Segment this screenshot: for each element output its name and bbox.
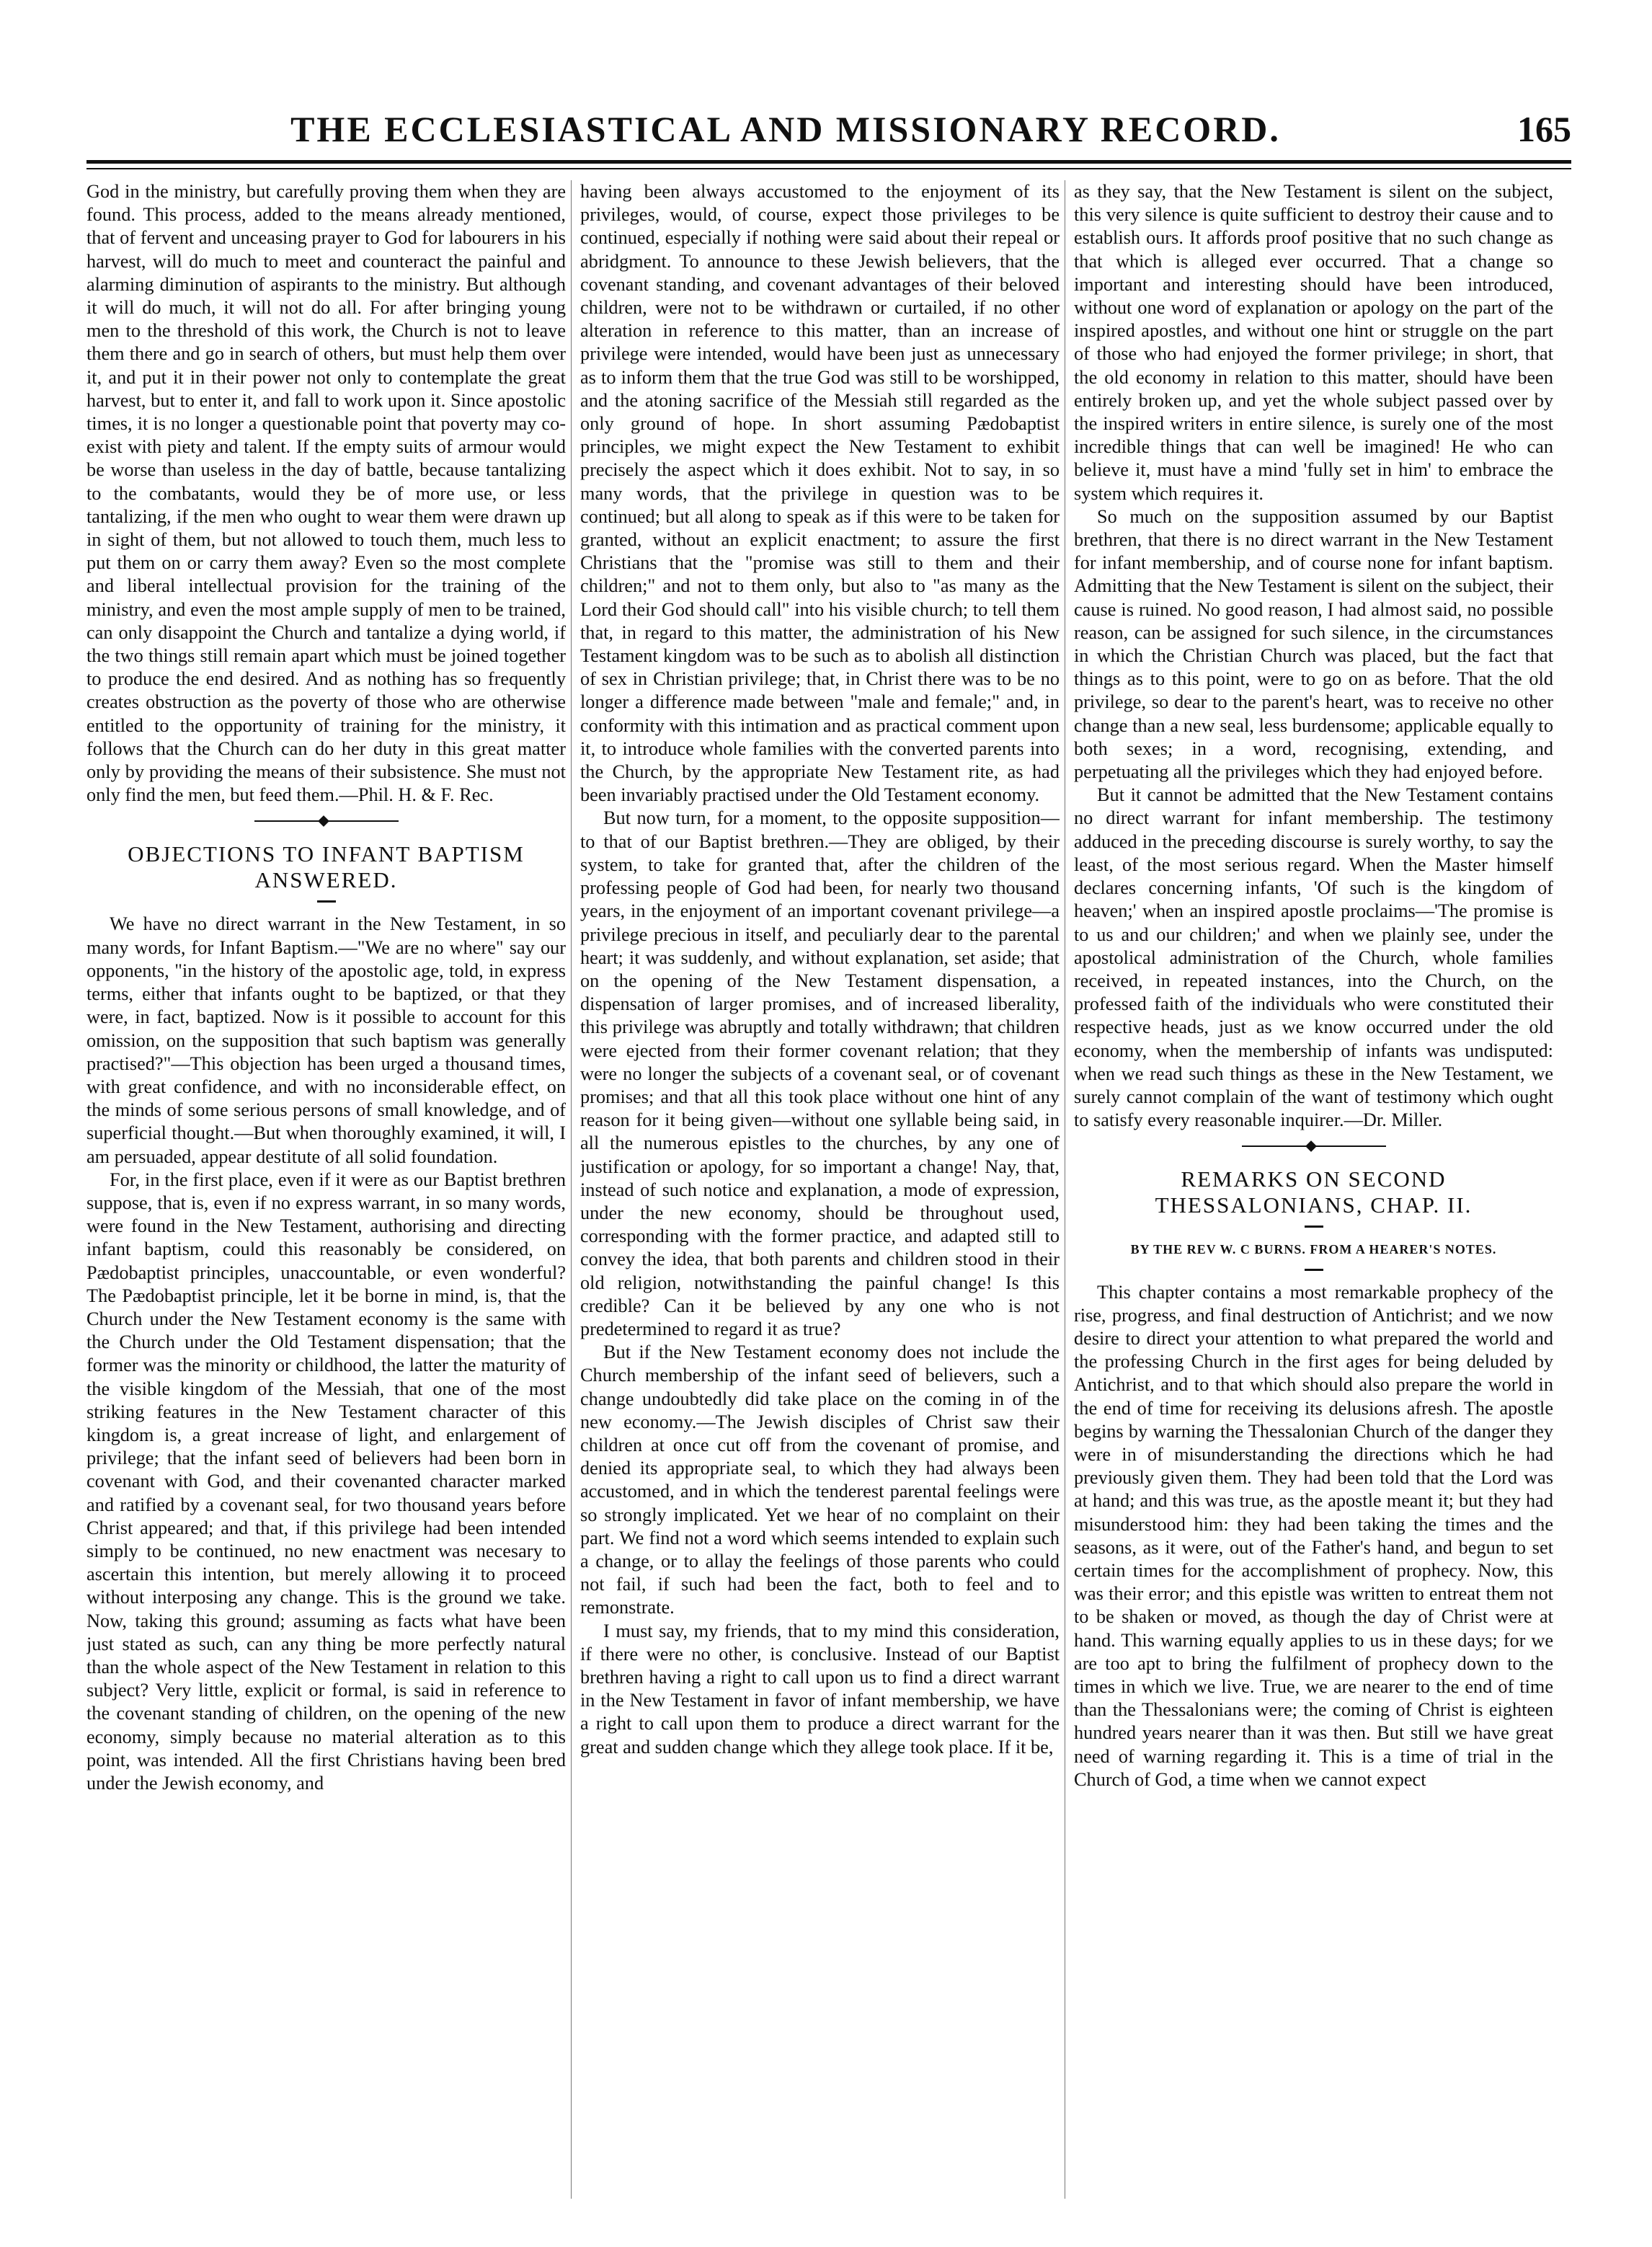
paragraph: We have no direct warrant in the New Testament, in so many words, for Infant Baptism.—"We are no where" say our opponents, "in the history of the apostolic age, told, in express terms, either that infants ought to be baptized, or that they were, in fact, baptized. Now is it possible to account for this omission, on the supposition that such baptism was generally practised?"—This objection has been urged a thousand times, with great confidence, and with no inconsiderable effect, on the minds of some serious persons of small knowledge, and of superficial thought.—But when thoroughly examined, it will, I am persuaded, appear destitute of all solid foundation. (86, 913, 566, 1167)
paragraph: I must say, my friends, that to my mind this consideration, if there were no other, is conclusive. Instead of our Baptist brethren having a right to call upon us to find a direct warrant in the New Testament in favor of infant membership, we have a right to call upon them to produce a direct warrant for the great and sudden change which they allege took place. If it be, (580, 1620, 1060, 1758)
paragraph: God in the ministry, but carefully proving them when they are found. This process, added to the means already mentioned, that of fervent and unceasing prayer to God for labourers in his harvest, will do much to meet and counteract the painful and alarming diminution of aspirants to the ministry. But although it will do much, it will not do all. For after bringing young men to the threshold of this work, the Church is not to leave them there and go in search of others, but must help them over it, and put it in their power not only to contemplate the great harvest, but to enter it, and fall to work upon it. Since apostolic times, it is no longer a questionable point that poverty may co-exist with piety and talent. If the empty suits of armour would be worse than useless in the day of battle, because tantalizing to the combatants, would they be of more use, or less tantalizing, if the men who ought to wear them were drawn up in sight of them, but not allowed to touch them, much less to put them on or carry them away? Even so the most complete and liberal intellectual provision for the training of the ministry, and even the most ample supply of men to be trained, can only disappoint the Church and tantalize a dying world, if the two things still remain apart which must be joined together to produce the end desired. And as nothing has so frequently creates obstruction as the poverty of those who are otherwise entitled to the opportunity of training for the ministry, it follows that the Church can do her duty in this great matter only by providing the means of their subsistence. She must not only find the men, but feed them.—Phil. H. & F. Rec. (86, 181, 566, 806)
column-right (1074, 180, 1553, 2213)
paragraph: But it cannot be admitted that the New Testament contains no direct warrant for infant membership. The testimony adduced in the preceding discourse is surely worthy, to say the least, of the most serious regard. When the Master himself declares concerning infants, 'Of such is the kingdom of heaven;' when an inspired apostle proclaims—'The promise is to us and our children;' and when we plainly see, under the apostolical administration of the Church, whole families received, in repeated instances, into the Church, on the professed faith of the individuals who were constituted their respective heads, just as we know occurred under the old economy, when the membership of infants was undisputed: when we read such things as these in the New Testament, we surely cannot complain of the want of testimony which ought to satisfy every reasonable inquirer.—Dr. Miller. (1074, 784, 1553, 1131)
paragraph: as they say, that the New Testament is silent on the subject, this very silence is quite sufficient to destroy their cause and to establish ours. It affords proof positive that no such change as that which is alleged ever occurred. That a change so important and interesting should have been introduced, without one word of explanation or apology on the part of the inspired apostles, and without one hint or struggle on the part of those who had enjoyed the former privilege; in short, that the old economy in relation to this matter, should have been entirely broken up, and yet the whole subject passed over by the inspired writers in entire silence, is surely one of the most incredible things that can well be imagined! He who can believe it, must have a mind 'fully set in him' to embrace the system which requires it. (1074, 181, 1553, 504)
header-rule-thick (86, 160, 1571, 164)
header-rule-thin (86, 168, 1571, 169)
article-heading: OBJECTIONS TO INFANT BAPTISM ANSWERED. (128, 841, 525, 893)
heading-dash (1305, 1269, 1323, 1271)
article-byline: BY THE REV W. C BURNS. FROM A HEARER'S NOTES. (1130, 1242, 1497, 1257)
column-left (86, 180, 566, 2213)
section-ornament (1242, 1140, 1386, 1152)
paragraph: But if the New Testament economy does not include the Church membership of the infant seed of believers, such a change undoubtedly did take place on the coming in of the new economy.—The Jewish disciples of Christ saw their children at once cut off from the covenant of promise, and denied its appropriate seal, to which they had always been accustomed, and in which the tenderest parental feelings were so strongly implicated. Yet we hear of no complaint on their part. We find not a word which seems intended to explain such a change, or to allay the feelings of those parents who could not fail, if such had been the fact, both to feel and to remonstrate. (580, 1342, 1060, 1618)
paragraph: This chapter contains a most remarkable prophecy of the rise, progress, and final destruction of Antichrist; and we now desire to direct your attention to what prepared the world and the professing Church in the first ages for being deluded by Antichrist, and to that which should also prepare the world in the end of time for receiving its delusions afresh. The apostle begins by warning the Thessalonian Church of the danger they were in of misunderstanding the directions which he had previously given them. They had been told that the Lord was at hand; and this was true, as the apostle meant it; but they had misunderstood him: they had been taking the times and the seasons, as it were, out of the Father's hand, and begun to set certain times for the accomplishment of prophecy. Now, this was their error; and this epistle was written to entreat them not to be shaken or moved, as though the day of Christ were at hand. This warning equally applies to us in these days; for we are too apt to bring the fulfilment of prophecy down to the times in which we live. True, we are nearer to the end of time than the Thessalonians were; the coming of Christ is eighteen hundred years nearer than it was then. But still we have great need of warning regarding it. This is a time of trial in the Church of God, a time when we cannot expect (1074, 1281, 1553, 1790)
column-divider (571, 180, 572, 2199)
paragraph: having been always accustomed to the enjoyment of its privileges, would, of course, expect those privileges to be continued, especially if nothing were said about their repeal or abridgment. To announce to these Jewish believers, that the covenant standing, and covenant advantages of their beloved children, were not to be withdrawn or curtailed, if no other alteration in reference to this matter, than an increase of privilege were intended, would have been just as unnecessary as to inform them that the true God was still to be worshipped, and the atoning sacrifice of the Messiah still regarded as the only ground of hope. In short assuming Pædobaptist principles, we might expect the New Testament to exhibit precisely the aspect which it does exhibit. Not to say, in so many words, that the privilege in question was to be continued; but all along to speak as if this were to be taken for granted, without an explicit enactment; to assure the first Christians that the "promise was still to them and their children;" and not to them only, but also to "as many as the Lord their God should call" into his visible church; to tell them that, in regard to this matter, the administration of his New Testament kingdom was to be such as to abolish all distinction of sex in Christian privilege; that, in Christ there was to be no longer a difference made between "male and female;" and, in conformity with this intimation and as practical comment upon it, to introduce whole families with the converted parents into the Church, by the appropriate New Testament rite, as had been invariably practised under the Old Testament economy. (580, 181, 1060, 806)
paragraph: So much on the supposition assumed by our Baptist brethren, that there is no direct warrant in the New Testament for infant membership, and of course none for infant baptism. Admitting that the New Testament is silent on the subject, their cause is ruined. No good reason, I had almost said, no possible reason, can be assigned for such silence, in the circumstances in which the Christian Church was placed, but the fact that things as to this point, were to go on as before. That the old privilege, so dear to the parent's heart, was to receive no other change than a new seal, less burdensome; applicable equally to both sexes; in a word, recognising, extending, and perpetuating all the privileges which they had enjoyed before. (1074, 505, 1553, 783)
journal-title: THE ECCLESIASTICAL AND MISSIONARY RECORD. (290, 109, 1281, 149)
heading-dash (1305, 1226, 1323, 1228)
article-heading: REMARKS ON SECOND THESSALONIANS, CHAP. II. (1155, 1166, 1473, 1218)
paragraph: For, in the first place, even if it were as our Baptist brethren suppose, that is, even if no express warrant, in so many words, were found in the New Testament, authorising and directing infant baptism, could this reasonably be considered, on Pædobaptist principles, unaccountable, or even wonderful? The Pædobaptist principle, let it be borne in mind, is, that the Church under the New Testament economy is the same with the Church under the Old Testament dispensation; that the former was the minority or childhood, the latter the maturity of the visible kingdom of the Messiah, that one of the most striking features in the New Testament character of this kingdom is, a great increase of light, and enlargement of privilege; that the infant seed of believers had been born in covenant with God, and their covenanted character marked and ratified by a covenant seal, for two thousand years before Christ appeared; and that, if this privilege had been intended simply to be continued, no new enactment was necesary to ascertain this intention, but merely allowing it to proceed without interposing any change. This is the ground we take. Now, taking this ground; assuming as facts what have been just stated as such, can any thing be more perfectly natural than the whole aspect of the New Testament in relation to this subject? Very little, explicit or formal, is said in reference to the covenant standing of children, on the opening of the new economy, simply because no material alteration as to this point, was intended. All the first Christians having been bred under the Jewish economy, and (86, 1169, 566, 1794)
paragraph: But now turn, for a moment, to the opposite supposition—to that of our Baptist brethren.—They are obliged, by their system, to take for granted that, after the children of the professing people of God had been, for nearly two thousand years, in the enjoyment of an important covenant privilege—a privilege precious in itself, and peculiarly dear to the parental heart; it was suddenly, and without explanation, set aside; that on the opening of the New Testament dispensation, a dispensation of larger promises, and of increased liberality, this privilege was abruptly and totally withdrawn; that children were ejected from their former covenant relation; that they were no longer the subjects of a covenant seal, or of covenant promises; and that all this took place without one hint of any reason for it being given—without one syllable being said, in all the numerous epistles to the churches, by any one of justification or apology, for so important a change! Nay, that, instead of such notice and explanation, a mode of expression, under the new economy, should be throughout used, corresponding with the former practice, and adapted still to convey the idea, that both parents and children stood in their old religion, notwithstanding the painful change! Is this credible? Can it be believed by any one who is not predetermined to regard it as true? (580, 807, 1060, 1339)
heading-dash (317, 900, 336, 903)
running-header (86, 108, 1571, 159)
column-middle (580, 180, 1060, 2213)
section-ornament (254, 815, 399, 827)
page-number: 165 (1517, 109, 1571, 149)
